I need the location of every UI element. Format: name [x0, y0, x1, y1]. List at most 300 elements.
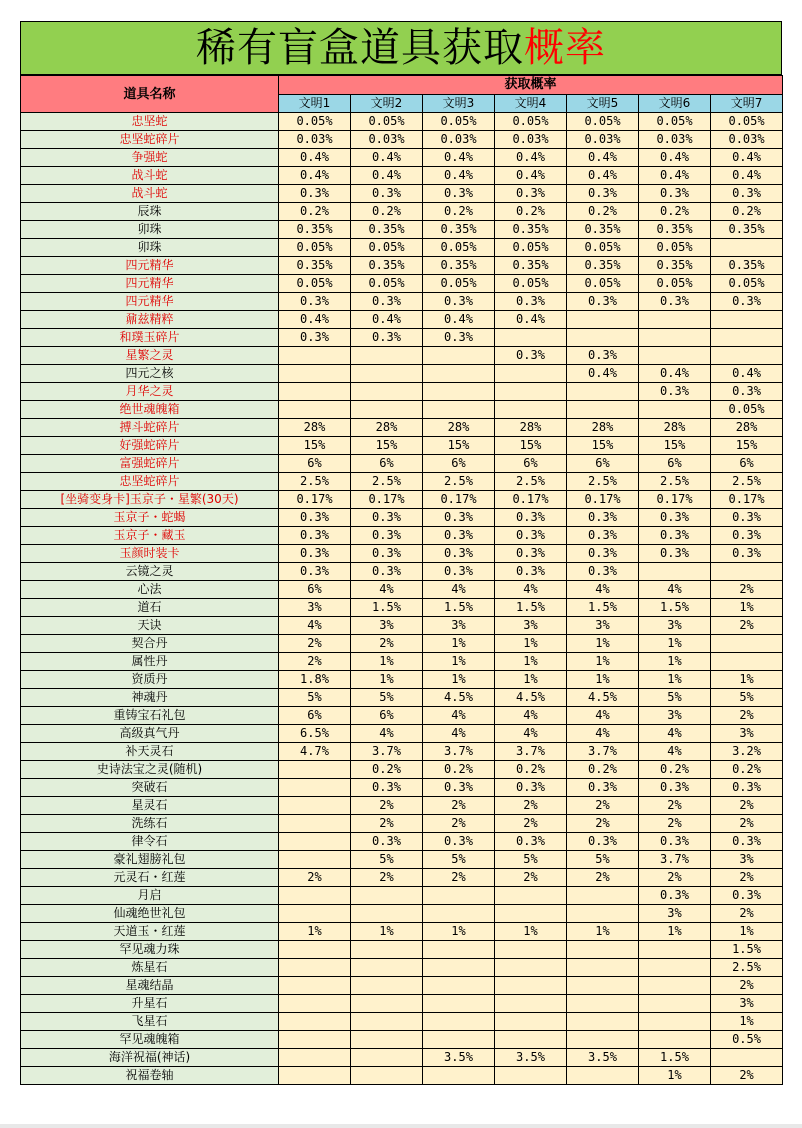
probability-cell: 0.3% [495, 185, 567, 203]
table-row [21, 815, 783, 833]
table-row [21, 1013, 783, 1031]
item-name-cell: 重铸宝石礼包 [21, 707, 279, 725]
probability-cell: 3% [639, 707, 711, 725]
table-row [21, 545, 783, 563]
table-row [21, 311, 783, 329]
item-name-cell: 忠坚蛇碎片 [21, 473, 279, 491]
probability-cell: 1% [423, 635, 495, 653]
probability-cell: 0.05% [567, 275, 639, 293]
probability-cell: 0.05% [279, 275, 351, 293]
probability-cell: 0.03% [423, 131, 495, 149]
table-row [21, 797, 783, 815]
probability-cell: 0.4% [711, 149, 783, 167]
probability-cell: 2% [279, 635, 351, 653]
probability-cell [567, 959, 639, 977]
table-row [21, 743, 783, 761]
probability-cell: 0.35% [351, 257, 423, 275]
probability-cell: 2% [711, 617, 783, 635]
probability-cell: 2% [351, 815, 423, 833]
table-row [21, 455, 783, 473]
probability-cell: 0.3% [495, 563, 567, 581]
probability-cell: 6% [279, 707, 351, 725]
probability-cell: 5% [495, 851, 567, 869]
probability-cell: 0.17% [351, 491, 423, 509]
item-name-cell: 祝福卷轴 [21, 1067, 279, 1085]
table-row [21, 239, 783, 257]
probability-cell: 0.05% [639, 239, 711, 257]
probability-cell: 0.05% [423, 239, 495, 257]
probability-group-header: 获取概率 [279, 76, 783, 95]
probability-cell: 0.3% [639, 383, 711, 401]
table-row [21, 437, 783, 455]
item-name-cell: 资质丹 [21, 671, 279, 689]
probability-cell: 2% [711, 905, 783, 923]
table-row [21, 329, 783, 347]
probability-cell: 0.3% [711, 293, 783, 311]
probability-cell [495, 959, 567, 977]
probability-cell: 2.5% [495, 473, 567, 491]
item-name-cell: 玉京子・蛇蝎 [21, 509, 279, 527]
probability-cell: 2.5% [279, 473, 351, 491]
probability-cell [639, 1013, 711, 1031]
table-row [21, 131, 783, 149]
probability-cell: 0.05% [423, 275, 495, 293]
probability-cell: 0.17% [279, 491, 351, 509]
probability-cell: 0.3% [279, 293, 351, 311]
probability-cell: 0.03% [567, 131, 639, 149]
item-name-cell: 飞星石 [21, 1013, 279, 1031]
probability-cell: 3% [711, 725, 783, 743]
probability-cell: 2% [639, 797, 711, 815]
probability-cell: 1% [423, 923, 495, 941]
probability-cell [423, 995, 495, 1013]
probability-cell [711, 563, 783, 581]
item-name-cell: 道石 [21, 599, 279, 617]
probability-cell: 2% [711, 797, 783, 815]
probability-cell [351, 1031, 423, 1049]
table-row [21, 185, 783, 203]
probability-cell: 1% [711, 923, 783, 941]
probability-cell [567, 995, 639, 1013]
probability-cell: 0.3% [351, 563, 423, 581]
probability-cell: 1% [711, 599, 783, 617]
probability-cell [351, 995, 423, 1013]
item-name-cell: 天诀 [21, 617, 279, 635]
probability-cell: 0.03% [495, 131, 567, 149]
table-row [21, 689, 783, 707]
probability-cell: 0.3% [639, 833, 711, 851]
probability-cell: 0.3% [351, 185, 423, 203]
probability-cell [423, 401, 495, 419]
probability-cell: 4.5% [423, 689, 495, 707]
item-name-cell: 神魂丹 [21, 689, 279, 707]
probability-cell [423, 977, 495, 995]
probability-cell [711, 347, 783, 365]
probability-cell: 0.03% [711, 131, 783, 149]
probability-cell [639, 329, 711, 347]
probability-cell: 0.05% [423, 113, 495, 131]
probability-cell: 3% [423, 617, 495, 635]
table-row [21, 707, 783, 725]
probability-cell: 1.5% [423, 599, 495, 617]
column-header-wenming-4: 文明4 [495, 94, 567, 113]
table-row [21, 293, 783, 311]
probability-cell [639, 995, 711, 1013]
item-name-cell: 属性丹 [21, 653, 279, 671]
probability-cell: 2.5% [423, 473, 495, 491]
probability-cell: 0.35% [711, 257, 783, 275]
table-row [21, 419, 783, 437]
column-header-wenming-7: 文明7 [711, 94, 783, 113]
probability-cell [495, 905, 567, 923]
table-row [21, 203, 783, 221]
table-row [21, 149, 783, 167]
item-name-cell: 辰珠 [21, 203, 279, 221]
probability-cell: 3% [639, 617, 711, 635]
probability-cell: 0.3% [495, 527, 567, 545]
probability-cell: 3.7% [567, 743, 639, 761]
table-row [21, 347, 783, 365]
probability-cell: 1% [711, 1013, 783, 1031]
probability-cell: 0.2% [639, 761, 711, 779]
probability-cell: 4.7% [279, 743, 351, 761]
probability-cell: 1% [351, 653, 423, 671]
probability-cell: 5% [351, 851, 423, 869]
probability-cell: 1% [351, 671, 423, 689]
probability-cell: 0.3% [711, 887, 783, 905]
probability-cell: 0.05% [351, 113, 423, 131]
probability-cell: 0.3% [279, 527, 351, 545]
probability-cell: 15% [351, 437, 423, 455]
probability-cell [495, 1013, 567, 1031]
table-row [21, 275, 783, 293]
probability-cell: 0.05% [711, 113, 783, 131]
probability-cell: 0.05% [567, 239, 639, 257]
item-name-cell: 契合丹 [21, 635, 279, 653]
table-row [21, 167, 783, 185]
item-name-cell: 四元之核 [21, 365, 279, 383]
table-row [21, 779, 783, 797]
probability-cell: 3% [567, 617, 639, 635]
probability-cell: 1% [567, 923, 639, 941]
probability-cell: 0.4% [279, 149, 351, 167]
table-row [21, 851, 783, 869]
probability-cell: 2% [279, 869, 351, 887]
probability-cell [279, 383, 351, 401]
probability-cell: 0.05% [639, 113, 711, 131]
probability-cell [567, 311, 639, 329]
probability-cell: 1% [423, 671, 495, 689]
table-row [21, 833, 783, 851]
probability-cell: 0.2% [567, 203, 639, 221]
probability-cell: 0.05% [495, 275, 567, 293]
probability-cell: 0.4% [711, 167, 783, 185]
probability-cell: 0.05% [495, 113, 567, 131]
probability-cell: 1% [495, 653, 567, 671]
probability-cell [351, 1049, 423, 1067]
probability-cell: 1% [639, 1067, 711, 1085]
table-row [21, 635, 783, 653]
probability-cell: 0.3% [423, 779, 495, 797]
probability-cell: 0.05% [351, 239, 423, 257]
probability-cell: 0.3% [711, 779, 783, 797]
item-name-cell: 战斗蛇 [21, 185, 279, 203]
item-name-cell: 四元精华 [21, 293, 279, 311]
probability-cell: 0.03% [351, 131, 423, 149]
probability-cell: 2.5% [567, 473, 639, 491]
item-name-cell: 炼星石 [21, 959, 279, 977]
probability-cell: 4% [423, 581, 495, 599]
item-name-cell: 云镜之灵 [21, 563, 279, 581]
probability-cell: 0.05% [711, 401, 783, 419]
probability-cell: 0.3% [351, 329, 423, 347]
probability-cell [495, 941, 567, 959]
probability-cell: 0.4% [495, 149, 567, 167]
probability-cell: 0.35% [495, 221, 567, 239]
probability-cell [567, 1067, 639, 1085]
table-row [21, 401, 783, 419]
probability-cell: 2% [423, 869, 495, 887]
probability-cell: 0.4% [639, 149, 711, 167]
table-row [21, 1049, 783, 1067]
probability-cell [423, 365, 495, 383]
table-row [21, 923, 783, 941]
item-name-cell: 战斗蛇 [21, 167, 279, 185]
probability-cell: 0.3% [711, 509, 783, 527]
probability-cell [567, 887, 639, 905]
probability-cell: 2% [279, 653, 351, 671]
probability-cell: 0.3% [495, 293, 567, 311]
probability-cell [567, 401, 639, 419]
item-name-cell: 好强蛇碎片 [21, 437, 279, 455]
probability-cell: 2% [351, 869, 423, 887]
probability-cell: 0.05% [495, 239, 567, 257]
probability-cell [279, 761, 351, 779]
probability-cell: 1% [495, 671, 567, 689]
item-name-cell: 升星石 [21, 995, 279, 1013]
title-main: 稀有盲盒道具获取 [196, 25, 524, 71]
probability-cell: 15% [567, 437, 639, 455]
probability-cell: 3.5% [495, 1049, 567, 1067]
probability-cell: 0.4% [351, 149, 423, 167]
probability-cell [639, 311, 711, 329]
item-name-cell: 鼐兹精粹 [21, 311, 279, 329]
table-row [21, 1031, 783, 1049]
table-row [21, 617, 783, 635]
probability-cell: 0.35% [567, 221, 639, 239]
table-row [21, 905, 783, 923]
probability-cell [279, 815, 351, 833]
probability-cell: 0.35% [279, 221, 351, 239]
probability-cell: 0.05% [567, 113, 639, 131]
probability-cell [639, 977, 711, 995]
bottom-divider [0, 1124, 802, 1128]
table-row [21, 977, 783, 995]
table-row [21, 383, 783, 401]
probability-cell: 4.5% [567, 689, 639, 707]
probability-cell: 2% [423, 815, 495, 833]
table-row [21, 995, 783, 1013]
column-header-wenming-6: 文明6 [639, 94, 711, 113]
probability-cell: 0.3% [279, 545, 351, 563]
probability-cell: 0.4% [279, 167, 351, 185]
probability-cell [711, 329, 783, 347]
probability-cell [279, 347, 351, 365]
table-row [21, 581, 783, 599]
probability-cell: 2% [711, 815, 783, 833]
item-name-cell: 玉京子・藏玉 [21, 527, 279, 545]
probability-cell: 0.3% [567, 185, 639, 203]
probability-cell [423, 1067, 495, 1085]
probability-cell: 0.4% [567, 149, 639, 167]
table-row [21, 599, 783, 617]
probability-cell: 0.3% [495, 833, 567, 851]
probability-cell: 6% [351, 707, 423, 725]
probability-cell [567, 905, 639, 923]
probability-cell: 0.05% [351, 275, 423, 293]
sheet-title [20, 21, 782, 75]
probability-cell: 0.3% [639, 293, 711, 311]
probability-cell: 0.35% [423, 257, 495, 275]
probability-cell: 4% [567, 725, 639, 743]
probability-cell [423, 941, 495, 959]
probability-cell [567, 329, 639, 347]
probability-cell: 6% [567, 455, 639, 473]
probability-cell: 28% [351, 419, 423, 437]
probability-cell [351, 941, 423, 959]
probability-cell: 0.03% [279, 131, 351, 149]
probability-cell: 0.3% [351, 779, 423, 797]
probability-cell: 0.35% [351, 221, 423, 239]
probability-cell: 4.5% [495, 689, 567, 707]
probability-cell: 0.2% [639, 203, 711, 221]
probability-cell: 0.3% [639, 509, 711, 527]
probability-cell: 15% [711, 437, 783, 455]
probability-cell [423, 905, 495, 923]
probability-cell: 4% [423, 725, 495, 743]
probability-cell: 0.03% [639, 131, 711, 149]
probability-cell: 6.5% [279, 725, 351, 743]
probability-cell [279, 365, 351, 383]
column-header-wenming-5: 文明5 [567, 94, 639, 113]
item-name-cell: 和璞玉碎片 [21, 329, 279, 347]
probability-cell: 15% [495, 437, 567, 455]
probability-cell: 0.3% [567, 545, 639, 563]
probability-cell: 0.3% [567, 527, 639, 545]
probability-cell [423, 383, 495, 401]
probability-cell: 4% [639, 725, 711, 743]
probability-cell: 1.5% [639, 1049, 711, 1067]
probability-cell: 0.4% [495, 167, 567, 185]
probability-cell: 0.3% [351, 293, 423, 311]
probability-cell: 0.2% [423, 203, 495, 221]
probability-cell: 0.2% [711, 761, 783, 779]
table-row [21, 1067, 783, 1085]
probability-cell: 4% [495, 725, 567, 743]
probability-cell: 0.3% [423, 833, 495, 851]
probability-cell [351, 959, 423, 977]
probability-cell [279, 905, 351, 923]
probability-cell: 0.3% [639, 185, 711, 203]
probability-cell [711, 239, 783, 257]
item-name-cell: 史诗法宝之灵(随机) [21, 761, 279, 779]
probability-cell: 2% [495, 869, 567, 887]
probability-cell: 1% [711, 671, 783, 689]
item-name-cell: 洗练石 [21, 815, 279, 833]
probability-cell [279, 1013, 351, 1031]
probability-cell: 5% [351, 689, 423, 707]
probability-cell [351, 887, 423, 905]
probability-cell: 3% [711, 851, 783, 869]
probability-cell: 15% [639, 437, 711, 455]
item-name-cell: 补天灵石 [21, 743, 279, 761]
probability-cell: 0.3% [567, 833, 639, 851]
table-body [21, 113, 783, 1085]
probability-cell: 2% [639, 869, 711, 887]
probability-cell [351, 347, 423, 365]
probability-cell [279, 977, 351, 995]
probability-cell: 0.2% [423, 761, 495, 779]
item-name-cell: 搏斗蛇碎片 [21, 419, 279, 437]
probability-cell: 3% [495, 617, 567, 635]
probability-cell [279, 887, 351, 905]
probability-cell: 1% [567, 671, 639, 689]
probability-cell: 0.3% [711, 383, 783, 401]
probability-cell: 1% [639, 671, 711, 689]
probability-cell [495, 329, 567, 347]
probability-cell: 1% [423, 653, 495, 671]
probability-cell: 2% [495, 815, 567, 833]
probability-cell: 28% [567, 419, 639, 437]
probability-cell [495, 977, 567, 995]
probability-cell [495, 1067, 567, 1085]
probability-cell [567, 1031, 639, 1049]
item-name-cell: 忠坚蛇 [21, 113, 279, 131]
probability-cell [279, 995, 351, 1013]
probability-cell: 15% [423, 437, 495, 455]
item-name-cell: 卯珠 [21, 239, 279, 257]
item-name-cell: 罕见魂力珠 [21, 941, 279, 959]
probability-cell: 2% [351, 797, 423, 815]
item-name-header: 道具名称 [21, 76, 279, 113]
probability-cell [639, 347, 711, 365]
probability-cell [495, 365, 567, 383]
table-row [21, 473, 783, 491]
table-row [21, 365, 783, 383]
probability-cell [351, 1013, 423, 1031]
probability-cell: 0.4% [639, 167, 711, 185]
probability-cell: 0.05% [279, 239, 351, 257]
item-name-cell: 绝世魂魄箱 [21, 401, 279, 419]
probability-cell: 1% [495, 923, 567, 941]
probability-cell: 4% [639, 743, 711, 761]
table-row [21, 653, 783, 671]
item-name-cell: 忠坚蛇碎片 [21, 131, 279, 149]
probability-cell [711, 635, 783, 653]
item-name-cell: 心法 [21, 581, 279, 599]
probability-cell: 2% [567, 815, 639, 833]
probability-cell: 0.3% [279, 563, 351, 581]
probability-cell: 1% [351, 923, 423, 941]
probability-cell: 5% [423, 851, 495, 869]
probability-cell: 4% [351, 581, 423, 599]
item-name-cell: 争强蛇 [21, 149, 279, 167]
item-name-cell: 富强蛇碎片 [21, 455, 279, 473]
probability-cell: 2% [423, 797, 495, 815]
probability-cell [423, 959, 495, 977]
probability-cell: 4% [495, 707, 567, 725]
probability-cell: 0.3% [495, 545, 567, 563]
